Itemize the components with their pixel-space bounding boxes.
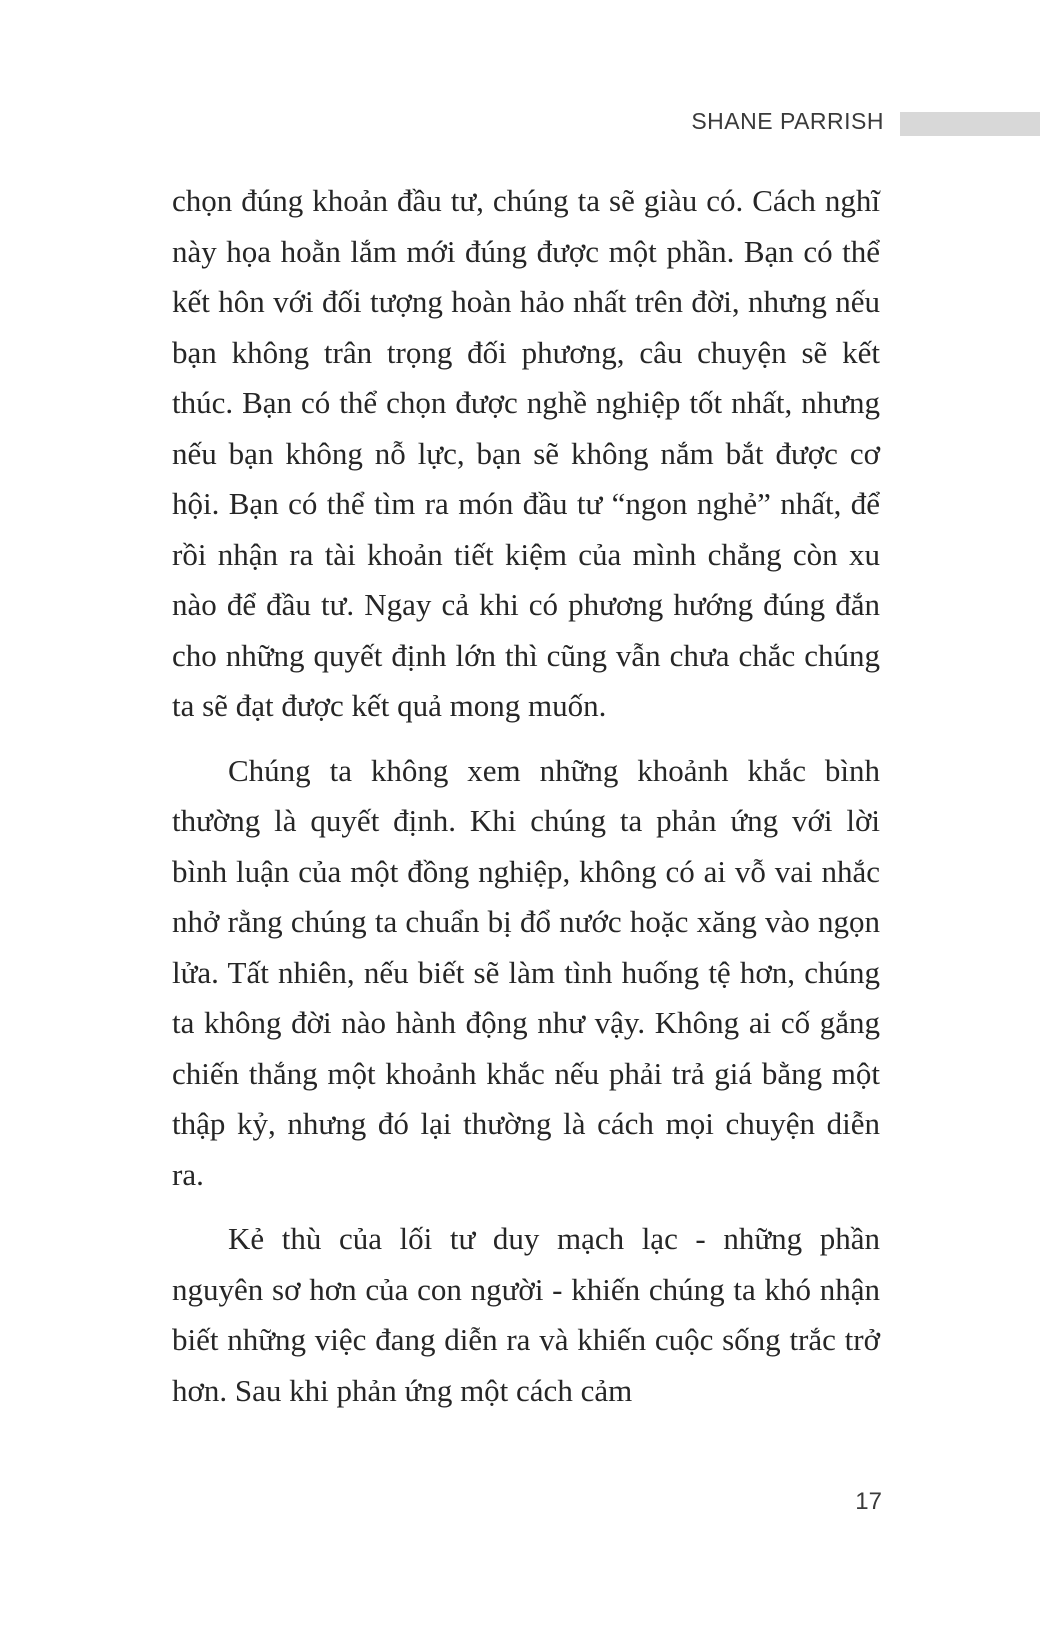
page-number: 17 (855, 1488, 882, 1515)
running-header (560, 104, 1040, 144)
header-decorative-bar (900, 112, 1040, 136)
body-text (172, 176, 880, 1430)
running-head-author: SHANE PARRISH (691, 108, 884, 134)
paragraph-ordinary-moments: Chúng ta không xem những khoảnh khắc bình thường là quyết định. Khi chúng ta phản ứng với lời bình luận của một đồng nghiệp, không có ai vỗ vai nhắc nhở rằng chúng ta chuẩn bị đổ nước hoặc xăng vào ngọn lửa. Tất nhiên, nếu biết sẽ làm tình huống tệ hơn, chúng ta không đời nào hành động như vậy. Không ai cố gắng chiến thắng một khoảnh khắc nếu phải trả giá bằng một thập kỷ, nhưng đó lại thường là cách mọi chuyện diễn ra. (172, 752, 880, 1192)
paragraph-continuation: chọn đúng khoản đầu tư, chúng ta sẽ giàu có. Cách nghĩ này họa hoằn lắm mới đúng được một phần. Bạn có thể kết hôn với đối tượng hoàn hảo nhất trên đời, nhưng nếu bạn không trân trọng đối phương, câu chuyện sẽ kết thúc. Bạn có thể chọn được nghề nghiệp tốt nhất, nhưng nếu bạn không nỗ lực, bạn sẽ không nắm bắt được cơ hội. Bạn có thể tìm ra món đầu tư “ngon nghẻ” nhất, để rồi nhận ra tài khoản tiết kiệm của mình chẳng còn xu nào để đầu tư. Ngay cả khi có phương hướng đúng đắn cho những quyết định lớn thì cũng vẫn chưa chắc chúng ta sẽ đạt được kết quả mong muốn. (172, 183, 880, 723)
paragraph-enemies-of-clear-thinking: Kẻ thù của lối tư duy mạch lạc - những phần nguyên sơ hơn của con người - khiến chúng ta khó nhận biết những việc đang diễn ra và khiến cuộc sống trắc trở hơn. Sau khi phản ứng một cách cảm (172, 1221, 880, 1408)
